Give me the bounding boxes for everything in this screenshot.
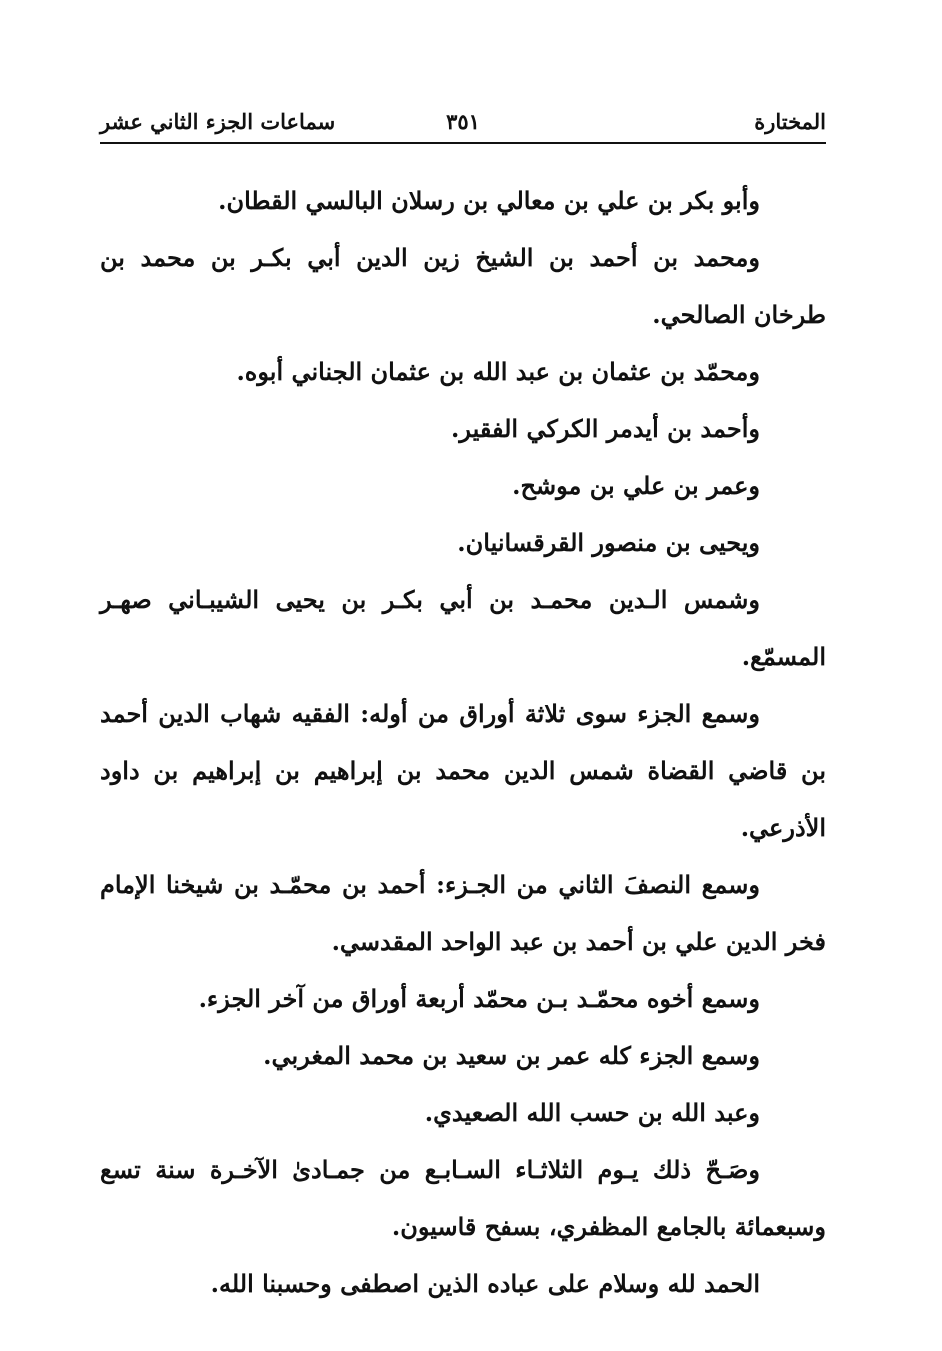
paragraph: وأبو بكر بن علي بن معالي بن رسلان البالسي القطان. (218, 186, 760, 215)
section-title: سماعات الجزء الثاني عشر (100, 109, 336, 134)
paragraph: وسمع الجزء سوى ثلاثة أوراق من أوله: الفقيه شهاب الدين أحمد بن قاضي القضاة شمس الدين محمد بن إبراهيم بن إبراهيم بن داود الأذرعي. (100, 699, 826, 842)
paragraph: وسمع أخوه محمّـد بـن محمّد أربعة أوراق من آخر الجزء. (198, 984, 760, 1013)
paragraph: وأحمد بن أيدمر الكركي الفقير. (451, 414, 760, 443)
paragraph: وعبد الله بن حسب الله الصعيدي. (424, 1098, 760, 1127)
paragraph: ومحمد بن أحمد بن الشيخ زين الدين أبي بكـر بن محمد بن طرخان الصالحي. (100, 243, 826, 329)
paragraph: وصَـحّ ذلك يـوم الثلاثـاء السـابـع من جمـادىٰ الآخـرة سنة تسع وسبعمائة بالجامع المظفري، بسفح قاسيون. (100, 1155, 826, 1241)
page-header (100, 102, 826, 144)
paragraph: ومحمّد بن عثمان بن عبد الله بن عثمان الجناني أبوه. (236, 357, 760, 386)
page-body (100, 172, 826, 1312)
paragraph: الحمد لله وسلام على عباده الذين اصطفى وحسبنا الله. (210, 1269, 760, 1298)
page-number: ٣٥١ (446, 109, 480, 134)
paragraph: وشمس الـدين محمـد بن أبي بكـر بن يحيى الشيبـاني صهـر المسمّع. (100, 585, 826, 671)
paragraph: وسمع الجزء كله عمر بن سعيد بن محمد المغربي. (263, 1041, 760, 1070)
paragraph: وسمع النصفَ الثاني من الجـزء: أحمد بن محمّـد بن شيخنا الإمام فخر الدين علي بن أحمد بن عبد الواحد المقدسي. (100, 870, 826, 956)
paragraph: وعمر بن علي بن موشح. (512, 471, 760, 500)
book-title: المختارة (754, 109, 826, 134)
paragraph: ويحيى بن منصور القرقسانيان. (457, 528, 760, 557)
